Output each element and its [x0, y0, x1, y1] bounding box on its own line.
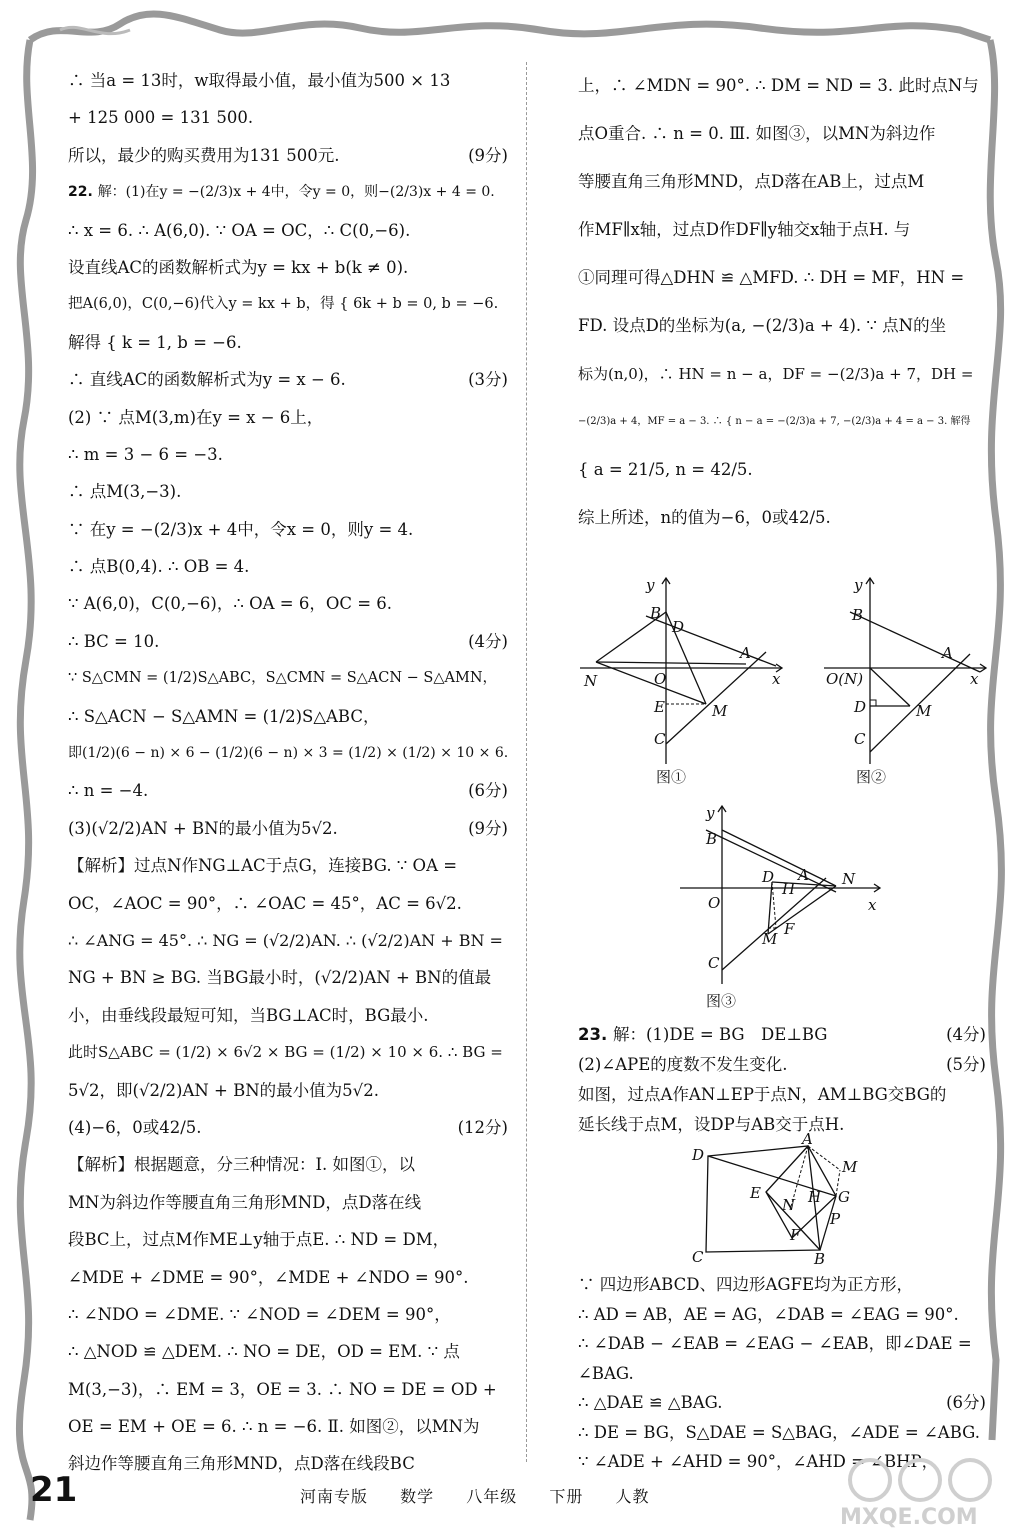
svg-text:x: x [772, 670, 781, 688]
line-text: ∵ 四边形ABCD、四边形AGFE均为正方形， [578, 1275, 914, 1294]
left-line [68, 286, 508, 323]
line-text: NG + BN ≥ BG. 当BG最小时，(√2/2)AN + BN的值最 [68, 968, 492, 988]
left-line [68, 1109, 508, 1146]
figure-q23 [690, 1130, 870, 1270]
line-text: ∴ 直线AC的函数解析式为y = x − 6. [68, 370, 346, 390]
line-text: 等腰直角三角形MND，点D落在AB上，过点M [578, 172, 925, 191]
left-line [68, 473, 508, 510]
left-line [68, 735, 508, 772]
svg-text:E: E [654, 698, 665, 716]
svg-text:x: x [970, 670, 979, 688]
right-top-line [578, 110, 986, 158]
question-number: 23. [578, 1025, 613, 1044]
line-text: ∠MDE + ∠DME = 90°，∠MDE + ∠NDO = 90°. [68, 1267, 469, 1287]
figure-2-caption: 图② [856, 768, 887, 786]
left-line [68, 62, 508, 99]
line-text: ∴ DE = BG，S△DAE = S△BAG，∠ADE = ∠ABG. [578, 1422, 980, 1442]
left-line [68, 585, 508, 622]
left-line [68, 698, 508, 735]
left-line [68, 922, 508, 959]
svg-text:F: F [790, 1226, 801, 1244]
left-line [68, 1259, 508, 1296]
line-text: 解：(1)在y = −(2/3)x + 4中，令y = 0，则−(2/3)x + 4 = 0. [97, 184, 495, 201]
line-text: ∴ x = 6. ∴ A(6,0). ∵ OA = OC，∴ C(0,−6). [68, 220, 411, 240]
line-text: FD. 设点D的坐标为(a, −(2/3)a + 4). ∵ 点N的坐 [578, 316, 947, 335]
line-text: 段BC上，过点M作ME⊥y轴于点E. ∴ ND = DM， [68, 1230, 450, 1250]
right-top-line [578, 158, 986, 206]
q23-line [578, 1020, 986, 1050]
line-text: 【解析】根据题意，分三种情况：Ⅰ. 如图①，以 [68, 1155, 416, 1175]
line-text: (4)−6，0或42/5. [68, 1117, 202, 1137]
left-line [68, 436, 508, 473]
line-text: + 125 000 = 131 500. [68, 108, 254, 128]
left-line [68, 511, 508, 548]
left-line [68, 959, 508, 996]
line-text: 所以，最少的购买费用为131 500元. [68, 145, 340, 165]
left-line [68, 1184, 508, 1221]
line-text: ∴ △DAE ≌ △BAG. [578, 1393, 723, 1412]
column-divider [526, 62, 527, 1462]
line-text: ∴ ∠DAB − ∠EAB = ∠EAG − ∠EAB，即∠DAE = [578, 1334, 972, 1353]
left-line [68, 399, 508, 436]
score-label: (6分) [946, 1393, 986, 1412]
line-text: ∴ △NOD ≌ △DEM. ∴ NO = DE，OD = EM. ∵ 点 [68, 1342, 460, 1362]
footer-edition: 河南专版 [300, 1487, 369, 1506]
svg-text:B: B [814, 1250, 826, 1268]
line-text: ∵ ∠ADE + ∠AHD = 90°，∠AHD = ∠BHP， [578, 1452, 939, 1471]
score-label: (9分) [468, 145, 508, 165]
figure-3 [676, 800, 886, 990]
line-text: 如图，过点A作AN⊥EP于点N，AM⊥BG交BG的 [578, 1085, 947, 1104]
q23-line [578, 1388, 986, 1418]
line-text: ∴ S△ACN − S△AMN = (1/2)S△ABC， [68, 706, 380, 726]
footer-info [300, 1484, 675, 1507]
line-text: 标为(n,0)，∴ HN = n − a，DF = −(2/3)a + 7，DH = [578, 365, 974, 383]
svg-text:P: P [830, 1210, 841, 1228]
left-line [68, 1034, 508, 1071]
line-text: ∴ AD = AB，AE = AG，∠DAB = ∠EAG = 90°. [578, 1304, 959, 1324]
svg-text:O(N): O(N) [826, 670, 864, 688]
svg-text:A: A [942, 644, 953, 662]
footer-publisher: 人教 [615, 1487, 650, 1506]
left-line [68, 212, 508, 249]
svg-text:B: B [650, 604, 662, 622]
right-top-line [578, 206, 986, 254]
figure-3-caption: 图③ [706, 992, 737, 1010]
left-line [68, 1146, 508, 1183]
svg-text:A: A [798, 866, 809, 884]
line-text: OE = EM + OE = 6. ∴ n = −6. Ⅱ. 如图②，以MN为 [68, 1417, 480, 1437]
right-top-text [578, 62, 986, 542]
line-text: ∴ m = 3 − 6 = −3. [68, 444, 223, 464]
line-text: 上，∴ ∠MDN = 90°. ∴ DM = ND = 3. 此时点N与 [578, 76, 979, 95]
svg-text:N: N [782, 1196, 796, 1214]
left-line [68, 623, 508, 660]
right-top-line [578, 398, 986, 446]
left-line [68, 324, 508, 361]
line-text: ∴ ∠ANG = 45°. ∴ NG = (√2/2)AN. ∴ (√2/2)AN + BN = [68, 930, 503, 950]
footer-volume: 下册 [549, 1487, 584, 1506]
svg-text:x: x [868, 896, 877, 914]
line-text: 此时S△ABC = (1/2) × 6√2 × BG = (1/2) × 10 × 6. ∴ BG = [68, 1043, 503, 1062]
q23-line [578, 1300, 986, 1330]
left-line [68, 885, 508, 922]
q23-line [578, 1418, 986, 1448]
svg-text:M: M [842, 1158, 858, 1176]
line-text: 作MF∥x轴，过点D作DF∥y轴交x轴于点H. 与 [578, 220, 911, 239]
right-top-line [578, 350, 986, 398]
line-text: ∴ BC = 10. [68, 631, 160, 651]
svg-text:O: O [708, 894, 721, 912]
line-text: (3)(√2/2)AN + BN的最小值为5√2. [68, 818, 338, 838]
line-text: ∴ 点M(3,−3). [68, 482, 182, 502]
svg-text:y: y [646, 576, 655, 594]
left-line [68, 1408, 508, 1445]
right-top-line [578, 62, 986, 110]
score-label: (3分) [468, 370, 508, 390]
svg-text:E: E [750, 1184, 761, 1202]
svg-text:H: H [808, 1188, 822, 1206]
question-23-text-b [578, 1270, 986, 1477]
question-number: 22. [68, 184, 98, 201]
line-text: ∵ A(6,0)，C(0,−6)，∴ OA = 6，OC = 6. [68, 594, 393, 614]
figure-2 [820, 572, 990, 772]
line-text: 斜边作等腰直角三角形MND，点D落在线段BC [68, 1454, 415, 1474]
left-line [68, 249, 508, 286]
line-text: ∴ 当a = 13时，w取得最小值，最小值为500 × 13 [68, 71, 451, 90]
line-text: M(3,−3)，∴ EM = 3，OE = 3. ∴ NO = DE = OD + [68, 1379, 497, 1399]
watermark-text: MXQE.COM [840, 1505, 978, 1530]
svg-text:B: B [706, 830, 718, 848]
svg-text:C: C [654, 730, 666, 748]
svg-text:y: y [706, 804, 715, 822]
footer-grade: 八年级 [466, 1487, 518, 1506]
left-line [68, 810, 508, 847]
line-text: 解：(1)DE = BG DE⊥BG [612, 1025, 828, 1044]
svg-text:A: A [802, 1130, 813, 1148]
left-line [68, 99, 508, 136]
q23-line [578, 1080, 986, 1110]
left-line [68, 660, 508, 697]
svg-text:F: F [784, 920, 795, 938]
svg-text:M: M [712, 702, 728, 720]
line-text: MN为斜边作等腰直角三角形MND，点D落在线 [68, 1192, 422, 1212]
line-text: −(2/3)a + 4，MF = a − 3. ∴ { n − a = −(2/3)a + 7, −(2/3)a + 4 = a − 3. 解得 [578, 416, 971, 427]
line-text: 解得 { k = 1, b = −6. [68, 332, 242, 352]
line-text: 延长线于点M，设DP与AB交于点H. [578, 1115, 845, 1134]
svg-text:D: D [672, 618, 685, 636]
left-line [68, 1296, 508, 1333]
left-line [68, 548, 508, 585]
left-column [68, 62, 508, 1483]
left-line [68, 772, 508, 809]
left-line [68, 847, 508, 884]
q23-line [578, 1270, 986, 1300]
right-top-line [578, 446, 986, 494]
line-text: 5√2，即(√2/2)AN + BN的最小值为5√2. [68, 1080, 379, 1100]
line-text: 小，由垂线段最短可知，当BG⊥AC时，BG最小. [68, 1005, 429, 1025]
svg-text:A: A [740, 644, 751, 662]
q23-line [578, 1329, 986, 1359]
line-text: 即(1/2)(6 − n) × 6 − (1/2)(6 − n) × 3 = (1/2) × (1/2) × 10 × 6. [68, 745, 509, 762]
line-text: ∴ n = −4. [68, 781, 149, 801]
figure-1-caption: 图① [656, 768, 687, 786]
line-text: 把A(6,0)，C(0,−6)代入y = kx + b，得 { 6k + b = 0, b = −6. [68, 296, 499, 313]
right-top-line [578, 302, 986, 350]
svg-text:B: B [852, 606, 864, 624]
score-label: (5分) [946, 1055, 986, 1074]
svg-text:D: D [854, 698, 867, 716]
svg-text:M: M [916, 702, 932, 720]
left-line [68, 1371, 508, 1408]
q23-line [578, 1359, 986, 1389]
left-line [68, 137, 508, 174]
line-text: (2) ∵ 点M(3,m)在y = x − 6上， [68, 407, 324, 427]
question-23-text-a [578, 1020, 986, 1140]
line-text: { a = 21/5, n = 42/5. [578, 460, 753, 479]
q23-line [578, 1110, 986, 1140]
footer-subject: 数学 [400, 1487, 435, 1506]
svg-text:D: D [762, 868, 775, 886]
left-line [68, 174, 508, 211]
svg-text:y: y [854, 576, 863, 594]
score-label: (4分) [468, 631, 508, 651]
line-text: ∴ ∠NDO = ∠DME. ∵ ∠NOD = ∠DEM = 90°， [68, 1304, 451, 1324]
figure-1 [576, 572, 786, 772]
score-label: (12分) [457, 1117, 508, 1137]
line-text: 点O重合. ∴ n = 0. Ⅲ. 如图③，以MN为斜边作 [578, 124, 936, 143]
line-text: ①同理可得△DHN ≌ △MFD. ∴ DH = MF，HN = [578, 268, 965, 287]
line-text: 设直线AC的函数解析式为y = kx + b(k ≠ 0). [68, 257, 409, 277]
svg-text:M: M [762, 930, 778, 948]
left-line [68, 361, 508, 398]
line-text: ∵ 在y = −(2/3)x + 4中，令x = 0，则y = 4. [68, 519, 414, 539]
svg-text:H: H [782, 880, 796, 898]
svg-text:O: O [654, 670, 667, 688]
watermark-logo [830, 1450, 1000, 1530]
score-label: (6分) [468, 781, 508, 801]
page-number: 21 [30, 1470, 78, 1510]
left-line [68, 1072, 508, 1109]
line-text: ∴ 点B(0,4). ∴ OB = 4. [68, 557, 250, 577]
line-text: 综上所述，n的值为−6，0或42/5. [578, 508, 831, 527]
right-top-line [578, 494, 986, 542]
svg-text:D: D [692, 1146, 705, 1164]
q23-line [578, 1050, 986, 1080]
svg-text:C: C [854, 730, 866, 748]
score-label: (4分) [946, 1025, 986, 1044]
line-text: 【解析】过点N作NG⊥AC于点G，连接BG. ∵ OA = [68, 856, 458, 876]
line-text: (2)∠APE的度数不发生变化. [578, 1055, 788, 1074]
svg-text:N: N [842, 870, 856, 888]
svg-text:N: N [584, 672, 598, 690]
svg-text:C: C [708, 954, 720, 972]
right-column [578, 62, 986, 542]
left-line [68, 1221, 508, 1258]
right-top-line [578, 254, 986, 302]
left-line [68, 1333, 508, 1370]
score-label: (9分) [468, 818, 508, 838]
left-line [68, 997, 508, 1034]
svg-text:C: C [692, 1248, 704, 1266]
line-text: ∵ S△CMN = (1/2)S△ABC，S△CMN = S△ACN − S△AMN， [68, 670, 498, 687]
line-text: ∠BAG. [578, 1363, 634, 1383]
line-text: OC，∠AOC = 90°，∴ ∠OAC = 45°，AC = 6√2. [68, 893, 462, 913]
svg-text:G: G [838, 1188, 850, 1206]
